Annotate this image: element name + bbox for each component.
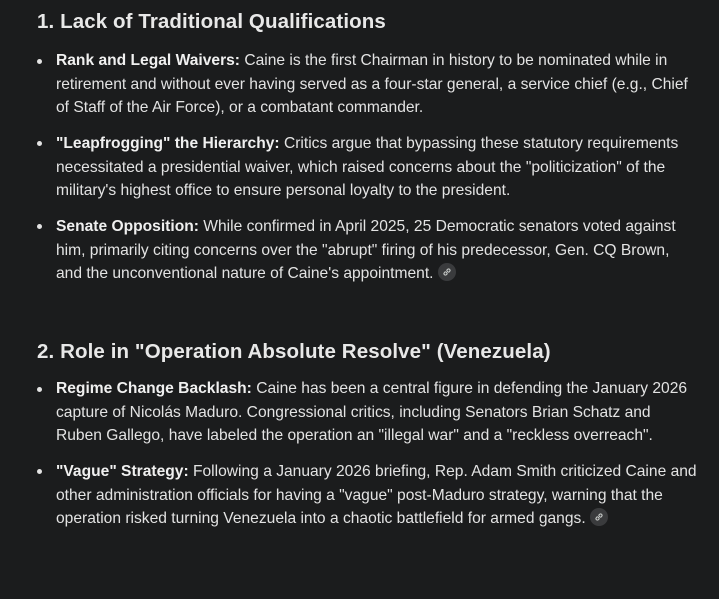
- item-text: Caine is the first Chairman in history to be nominated while in retirement and without ever having served as a four-star general, a service chief (e.g., Chief of Staff of the Air Force), or a combatant commander.: [56, 52, 688, 117]
- list-item: [0, 215, 719, 286]
- list-item: [0, 132, 719, 203]
- list-item: [0, 460, 719, 531]
- item-term: Regime Change Backlash:: [56, 380, 252, 397]
- link-icon: [594, 512, 604, 522]
- source-link-button[interactable]: [438, 263, 456, 281]
- item-text: Caine has been a central figure in defending the January 2026 capture of Nicolás Maduro. Congressional critics, including Senators Brian Schatz and Ruben Gallego, have labeled the operation an "illegal war" and a "reckless overreach".: [56, 380, 688, 445]
- bullet-list-qualifications: [0, 49, 719, 298]
- list-item: [0, 377, 719, 448]
- list-item: [0, 49, 719, 120]
- item-term: "Vague" Strategy:: [56, 462, 189, 480]
- section-heading-venezuela: 2. Role in "Operation Absolute Resolve" (Venezuela): [37, 340, 551, 363]
- source-link-button[interactable]: [590, 508, 608, 526]
- item-text: While confirmed in April 2025, 25 Democratic senators voted against him, primarily citing concerns over the "abrupt" firing of his predecessor, Gen. CQ Brown, and the unconventional nature of Caine's appointment.: [56, 217, 676, 283]
- section-heading-qualifications: 1. Lack of Traditional Qualifications: [37, 10, 386, 33]
- item-term: Rank and Legal Waivers:: [56, 52, 241, 69]
- item-text: Following a January 2026 briefing, Rep. Adam Smith criticized Caine and other administration officials for having a "vague" post-Maduro strategy, warning that the operation risked turning Venezuela into a chaotic battlefield for armed gangs.: [56, 462, 697, 528]
- item-term: Senate Opposition:: [56, 217, 199, 235]
- item-text: Critics argue that bypassing these statutory requirements necessitated a presidential waiver, which raised concerns about the "politicization" of the military's highest office to ensure personal loyalty to the president.: [56, 134, 679, 200]
- bullet-list-venezuela: [0, 377, 719, 543]
- link-icon: [442, 267, 452, 277]
- item-term: "Leapfrogging" the Hierarchy:: [56, 134, 280, 152]
